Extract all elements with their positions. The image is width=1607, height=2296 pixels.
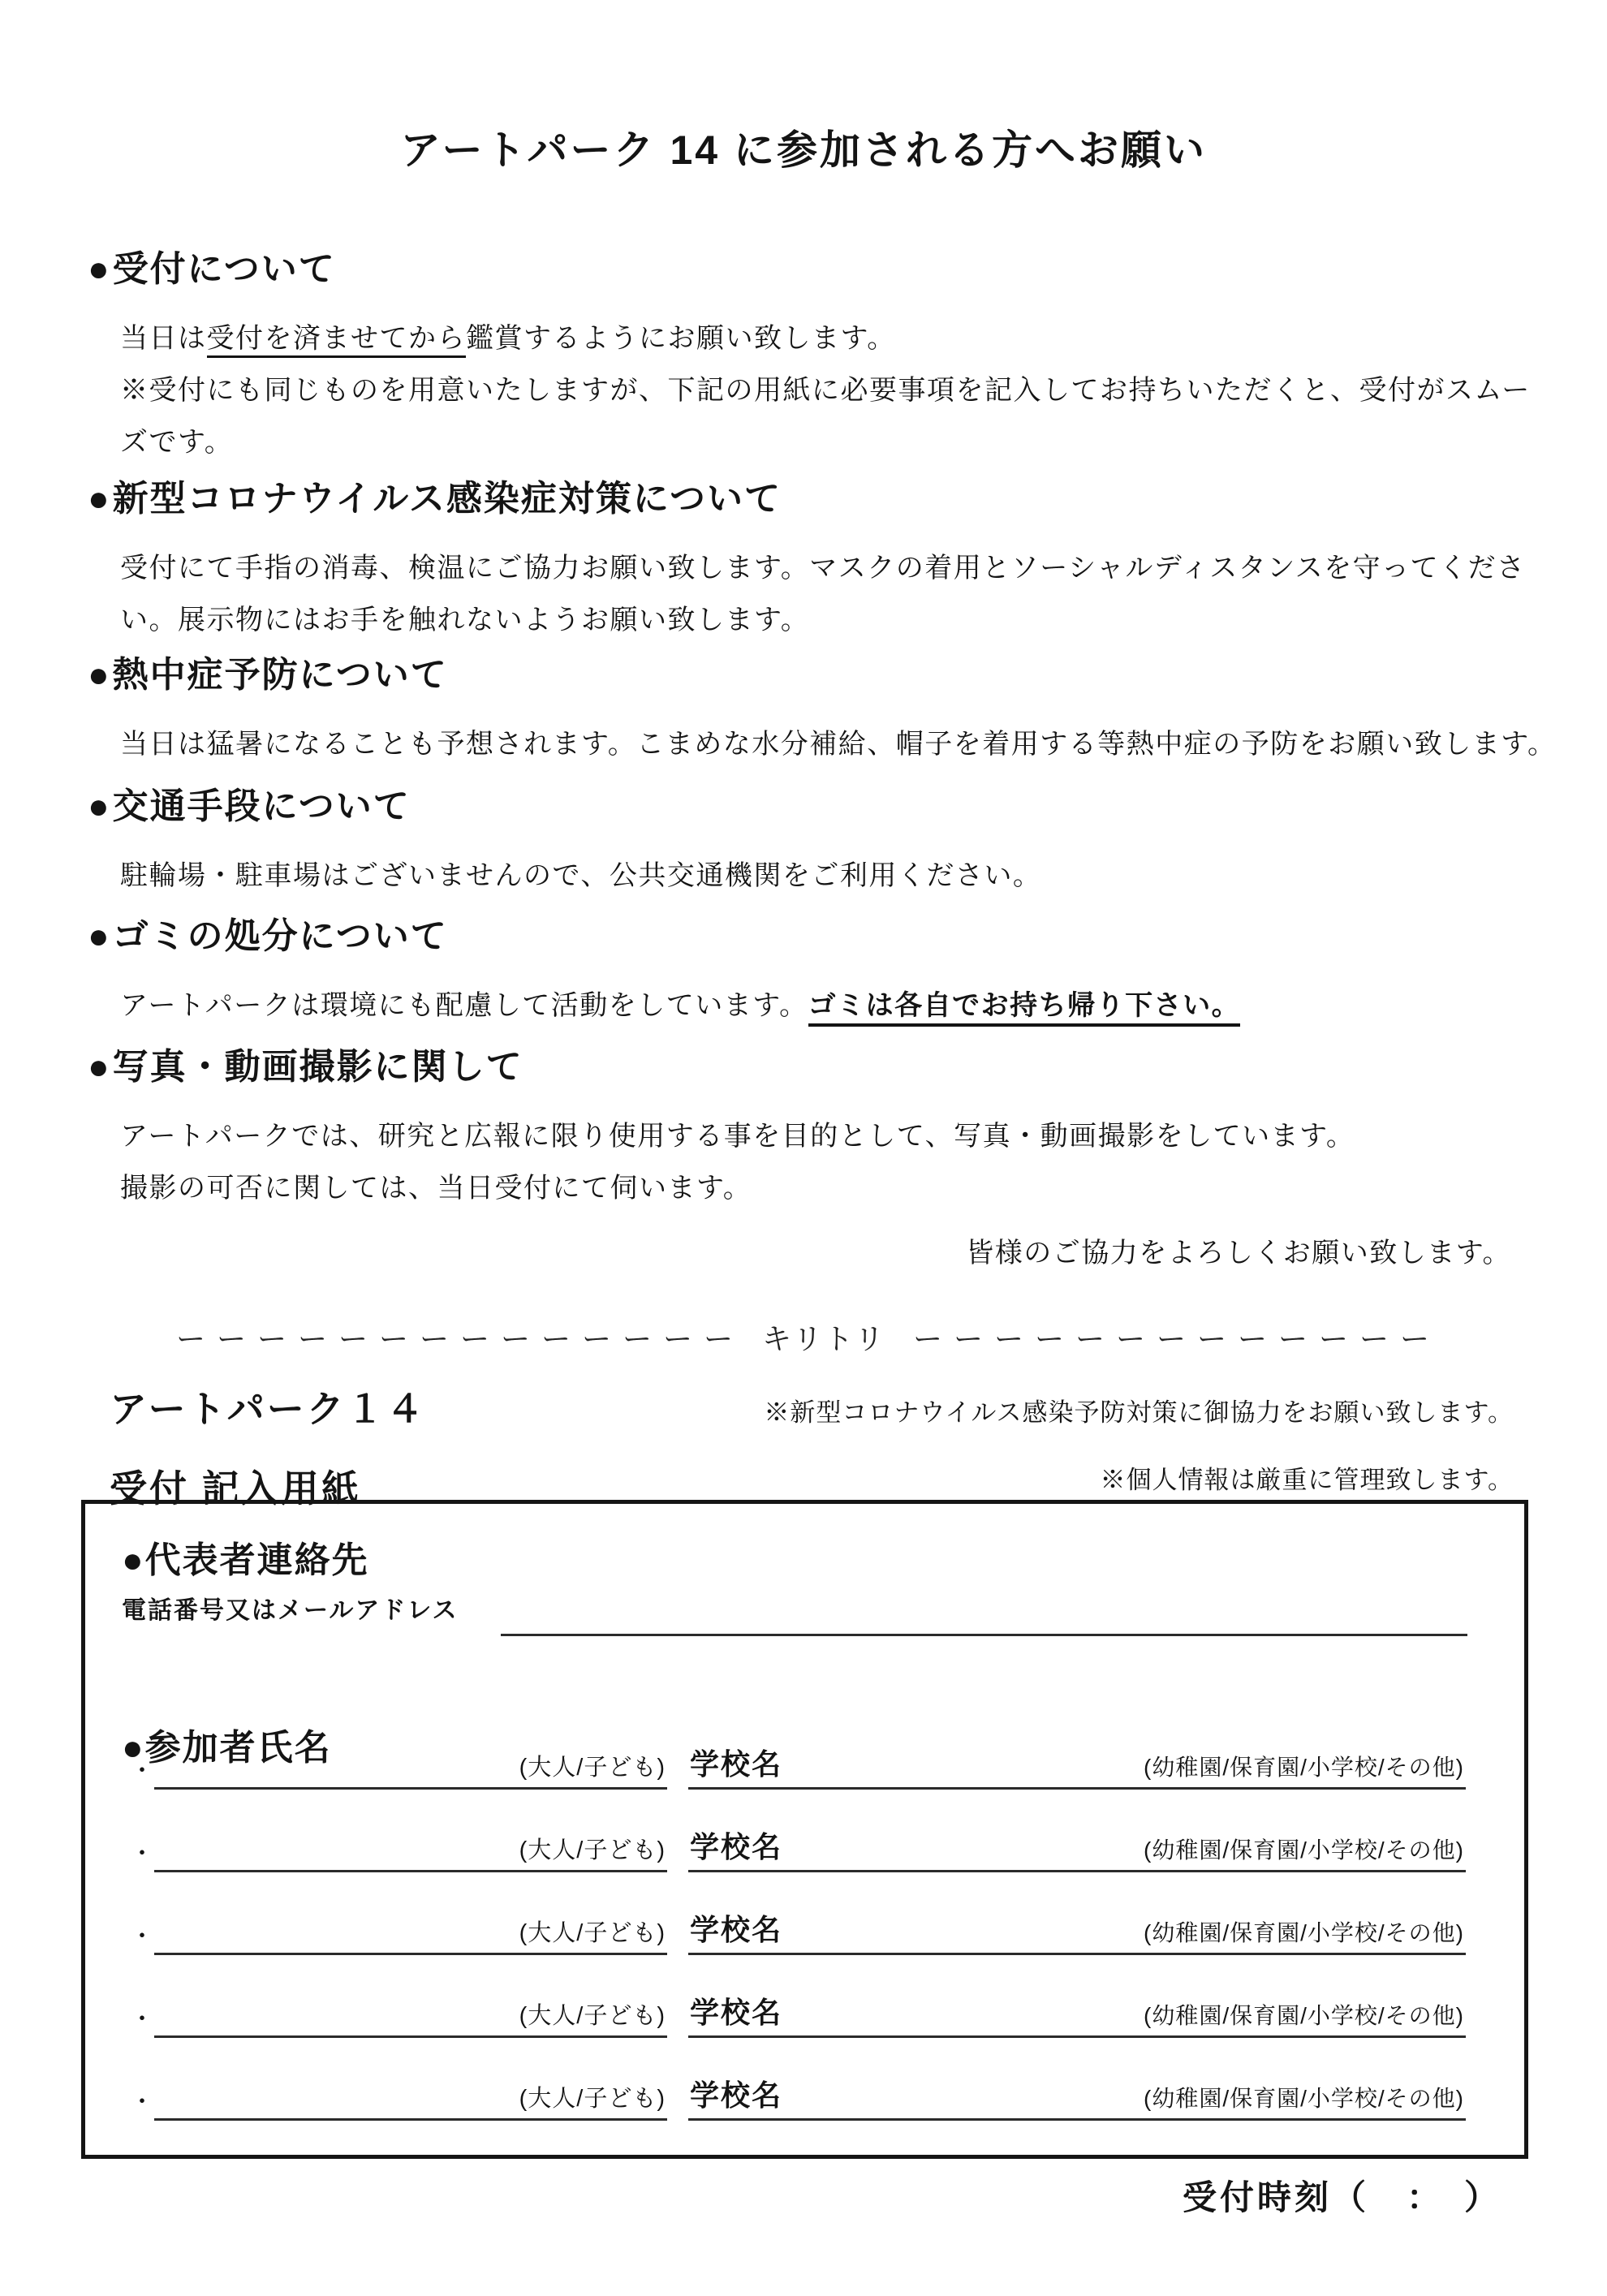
section-heading: [88, 469, 1516, 521]
row-bullet: ・: [130, 1758, 154, 1785]
school-type-label: (幼稚園/保育園/小学校/その他): [1144, 1837, 1464, 1863]
adult-child-label: (大人/子ども): [519, 1920, 666, 1946]
body-text: 駐輪場・駐車場はございませんので、公共交通機関をご利用ください。: [120, 860, 1042, 891]
body-text: 受付にて手指の消毒、検温にご協力お願い致します。マスクの着用とソーシャルディスタンスを守ってくださ: [120, 553, 1526, 584]
adult-child-label: (大人/子ども): [519, 2086, 666, 2112]
section-heading-text: 熱中症予防について: [112, 655, 448, 695]
school-name-label: 学校名: [690, 2078, 783, 2112]
body-text: 当日は猛暑になることも予想されます。こまめな水分補給、帽子を着用する等熱中症の予防をお願い致します。: [120, 729, 1557, 760]
body-line: [120, 1110, 1516, 1162]
body-text: い。展示物にはお手を触れないようお願い致します。: [120, 605, 810, 635]
body-text: ※受付にも同じものを用意いたしますが、下記の用紙に必要事項を記入してお持ちいただくと、受付がスムー: [120, 375, 1531, 406]
participant-row: [85, 1898, 1466, 1955]
school-type-label: (幼稚園/保育園/小学校/その他): [1144, 1920, 1464, 1945]
school-name-field[interactable]: [688, 1990, 1466, 2038]
participants-heading-text: 参加者氏名: [144, 1728, 332, 1768]
school-type-label: (幼稚園/保育園/小学校/その他): [1144, 2086, 1464, 2111]
bullet-icon: ●: [88, 479, 111, 519]
school-name-label: 学校名: [690, 1996, 783, 2029]
body-text: アートパークは環境にも配慮して活動をしています。: [120, 990, 808, 1021]
section-heading: [88, 239, 1516, 291]
adult-child-label: (大人/子ども): [519, 1755, 666, 1781]
adult-child-label: (大人/子ども): [519, 2003, 666, 2029]
section-heatstroke: [88, 645, 1557, 770]
body-text: 撮影の可否に関しては、当日受付にて伺います。: [120, 1173, 752, 1204]
school-type-label: (幼稚園/保育園/小学校/その他): [1144, 1755, 1464, 1780]
body-line: [120, 1162, 1516, 1214]
participant-name-field[interactable]: [154, 1749, 667, 1790]
section-heading-text: 新型コロナウイルス感染症対策について: [112, 479, 782, 519]
representative-contact-heading-text: 代表者連絡先: [144, 1540, 369, 1580]
entry-form-box: [81, 1500, 1528, 2159]
section-body: [120, 980, 1516, 1032]
section-reception: [88, 239, 1531, 468]
section-heading-text: ゴミの処分について: [112, 916, 448, 956]
school-type-label: (幼稚園/保育園/小学校/その他): [1144, 2003, 1464, 2028]
body-text: ズです。: [120, 427, 234, 458]
phone-email-label: 電話番号又はメールアドレス: [122, 1597, 459, 1624]
participant-name-field[interactable]: [154, 1997, 667, 2038]
bullet-icon: ●: [88, 249, 111, 289]
school-name-field[interactable]: [688, 1824, 1466, 1872]
reception-time-label: 受付時刻（ ： ）: [1182, 2178, 1501, 2216]
bullet-icon: ●: [88, 1047, 111, 1087]
bullet-icon: ●: [88, 916, 111, 956]
section-garbage: [88, 907, 1516, 1032]
form-title: [110, 1380, 426, 1513]
form-title-line1: アートパーク１４: [110, 1388, 426, 1430]
row-bullet: ・: [130, 1923, 154, 1950]
section-body: [120, 312, 1531, 468]
bullet-icon: ●: [88, 655, 111, 695]
participant-row: [85, 1816, 1466, 1872]
bullet-icon: ●: [88, 786, 111, 826]
section-heading: [88, 645, 1516, 697]
section-heading-text: 受付について: [112, 249, 336, 289]
body-line: [120, 718, 1557, 770]
school-name-label: 学校名: [690, 1747, 783, 1781]
body-line: [120, 416, 1516, 468]
school-name-field[interactable]: [688, 1742, 1466, 1790]
bullet-icon: ●: [122, 1540, 145, 1580]
row-bullet: ・: [130, 2089, 154, 2116]
form-note-covid: ※新型コロナウイルス感染予防対策に御協力をお願い致します。: [764, 1398, 1514, 1427]
participant-row: [85, 1733, 1466, 1790]
section-heading: [88, 907, 1516, 958]
bold-underlined-text: ゴミは各自でお持ち帰り下さい。: [808, 990, 1241, 1027]
row-bullet: ・: [130, 2006, 154, 2033]
section-photo: [88, 1037, 1516, 1214]
cut-dashes-left: ー ー ー ー ー ー ー ー ー ー ー ー ー ー: [175, 1322, 735, 1355]
body-text: 鑑賞するようにお願い致します。: [466, 323, 896, 354]
row-bullet: ・: [130, 1841, 154, 1867]
cut-dashes-right: ー ー ー ー ー ー ー ー ー ー ー ー ー: [913, 1322, 1432, 1355]
body-text: 当日は: [120, 323, 207, 354]
participant-row: [85, 2064, 1466, 2121]
school-name-label: 学校名: [690, 1830, 783, 1863]
section-body: [120, 718, 1557, 770]
participant-name-field[interactable]: [154, 2080, 667, 2121]
body-text: アートパークでは、研究と広報に限り使用する事を目的として、写真・動画撮影をしています。: [120, 1121, 1355, 1152]
section-heading: [88, 777, 1516, 829]
participant-row: [85, 1981, 1466, 2038]
participant-rows: [85, 1504, 1524, 2155]
school-name-field[interactable]: [688, 2073, 1466, 2121]
form-title-line2: 受付 記入用紙: [110, 1467, 361, 1510]
section-heading-text: 交通手段について: [112, 786, 411, 826]
section-body: [120, 542, 1526, 646]
section-heading-text: 写真・動画撮影に関して: [112, 1047, 523, 1087]
section-covid: [88, 469, 1526, 646]
school-name-label: 学校名: [690, 1913, 783, 1946]
body-line: [120, 364, 1531, 416]
section-body: [120, 1110, 1516, 1214]
cut-line: [0, 1316, 1607, 1358]
body-line: [120, 542, 1526, 594]
form-note-privacy: ※個人情報は厳重に管理致します。: [1100, 1466, 1514, 1494]
cut-label: キリトリ: [761, 1322, 885, 1355]
body-line: [120, 850, 1516, 902]
participant-name-field[interactable]: [154, 1915, 667, 1955]
school-name-field[interactable]: [688, 1907, 1466, 1955]
adult-child-label: (大人/子ども): [519, 1837, 666, 1863]
bullet-icon: ●: [122, 1728, 145, 1768]
page-title: アートパーク 14 に参加される方へお願い: [400, 127, 1207, 173]
section-transport: [88, 777, 1516, 902]
section-heading: [88, 1037, 1516, 1089]
body-line: [120, 312, 1516, 364]
body-line: [120, 594, 1516, 646]
underlined-text: 受付を済ませてから: [207, 323, 467, 358]
participant-name-field[interactable]: [154, 1832, 667, 1872]
body-line: [120, 980, 1516, 1032]
section-body: [120, 850, 1516, 902]
closing-message: 皆様のご協力をよろしくお願い致します。: [966, 1238, 1511, 1269]
